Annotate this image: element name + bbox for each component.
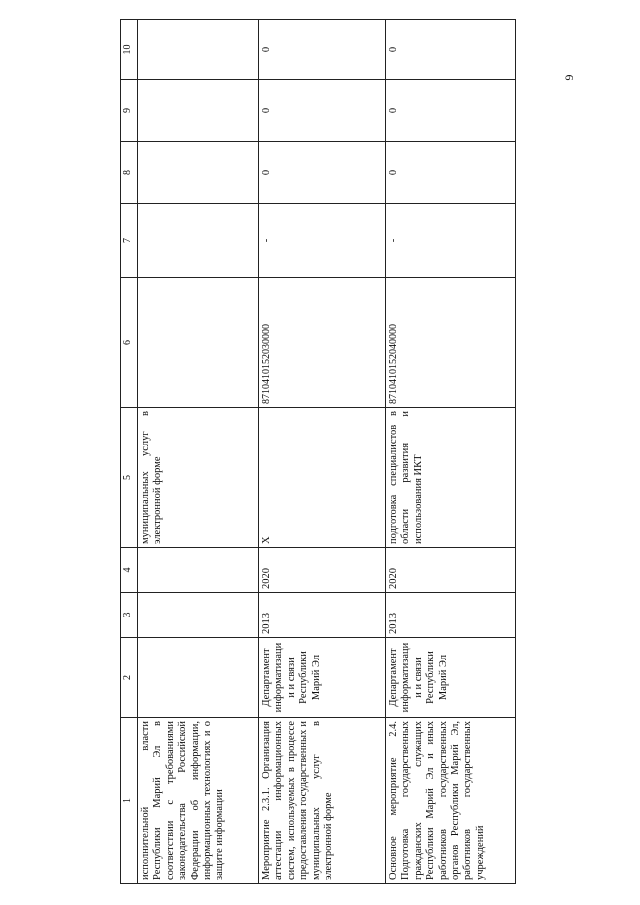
- value-cell: 0: [386, 80, 516, 142]
- value-cell: [138, 20, 259, 80]
- value-cell: -: [259, 204, 386, 278]
- column-header: 5: [121, 408, 138, 548]
- executor-cell: [138, 638, 259, 718]
- code-cell: 8710410152030000: [259, 278, 386, 408]
- result-cell: подготовка специалистов в области развития и использования ИКТ: [386, 408, 516, 548]
- value-cell: 0: [259, 142, 386, 204]
- value-cell: 0: [259, 20, 386, 80]
- start-year-cell: 2013: [259, 593, 386, 638]
- table-row: [259, 20, 386, 884]
- page-number: 6: [562, 74, 577, 81]
- end-year-cell: 2020: [386, 548, 516, 593]
- value-cell: -: [386, 204, 516, 278]
- value-cell: [138, 142, 259, 204]
- value-cell: 0: [386, 20, 516, 80]
- result-cell: Х: [259, 408, 386, 548]
- value-cell: [138, 80, 259, 142]
- executor-cell: Департамент информатизации и связи Республики Марий Эл: [386, 638, 516, 718]
- rotated-table-container: [120, 20, 632, 884]
- column-header: 8: [121, 142, 138, 204]
- code-cell: [138, 278, 259, 408]
- column-header: 2: [121, 638, 138, 718]
- column-header: 1: [121, 718, 138, 884]
- start-year-cell: 2013: [386, 593, 516, 638]
- column-header: 10: [121, 20, 138, 80]
- column-number-row: [121, 20, 138, 884]
- table-row: [386, 20, 516, 884]
- start-year-cell: [138, 593, 259, 638]
- column-header: 6: [121, 278, 138, 408]
- end-year-cell: 2020: [259, 548, 386, 593]
- activity-name-cell: исполнительной власти Республики Марий Эл в соответствии с требованиями законодательства Российской Федерации об информации, информационных технологиях и о защите информации: [138, 718, 259, 884]
- executor-cell: Департамент информатизации и связи Республики Марий Эл: [259, 638, 386, 718]
- activity-name-cell: Основное мероприятие 2.4. Подготовка государственных гражданских служащих Республики Марий Эл и иных работников государственных органов Республики Марий Эл, работников государственных учреждений: [386, 718, 516, 884]
- value-cell: 0: [259, 80, 386, 142]
- value-cell: 0: [386, 142, 516, 204]
- column-header: 7: [121, 204, 138, 278]
- column-header: 3: [121, 593, 138, 638]
- code-cell: 8710410152040000: [386, 278, 516, 408]
- activity-name-cell: Мероприятие 2.3.1. Организация аттестации информационных систем, используемых в процессе предоставления государственных и муниципальных услуг в электронной форме: [259, 718, 386, 884]
- program-activities-table: [120, 19, 516, 884]
- table-row: [138, 20, 259, 884]
- result-cell: муниципальных услуг в электронной форме: [138, 408, 259, 548]
- column-header: 4: [121, 548, 138, 593]
- end-year-cell: [138, 548, 259, 593]
- column-header: 9: [121, 80, 138, 142]
- value-cell: [138, 204, 259, 278]
